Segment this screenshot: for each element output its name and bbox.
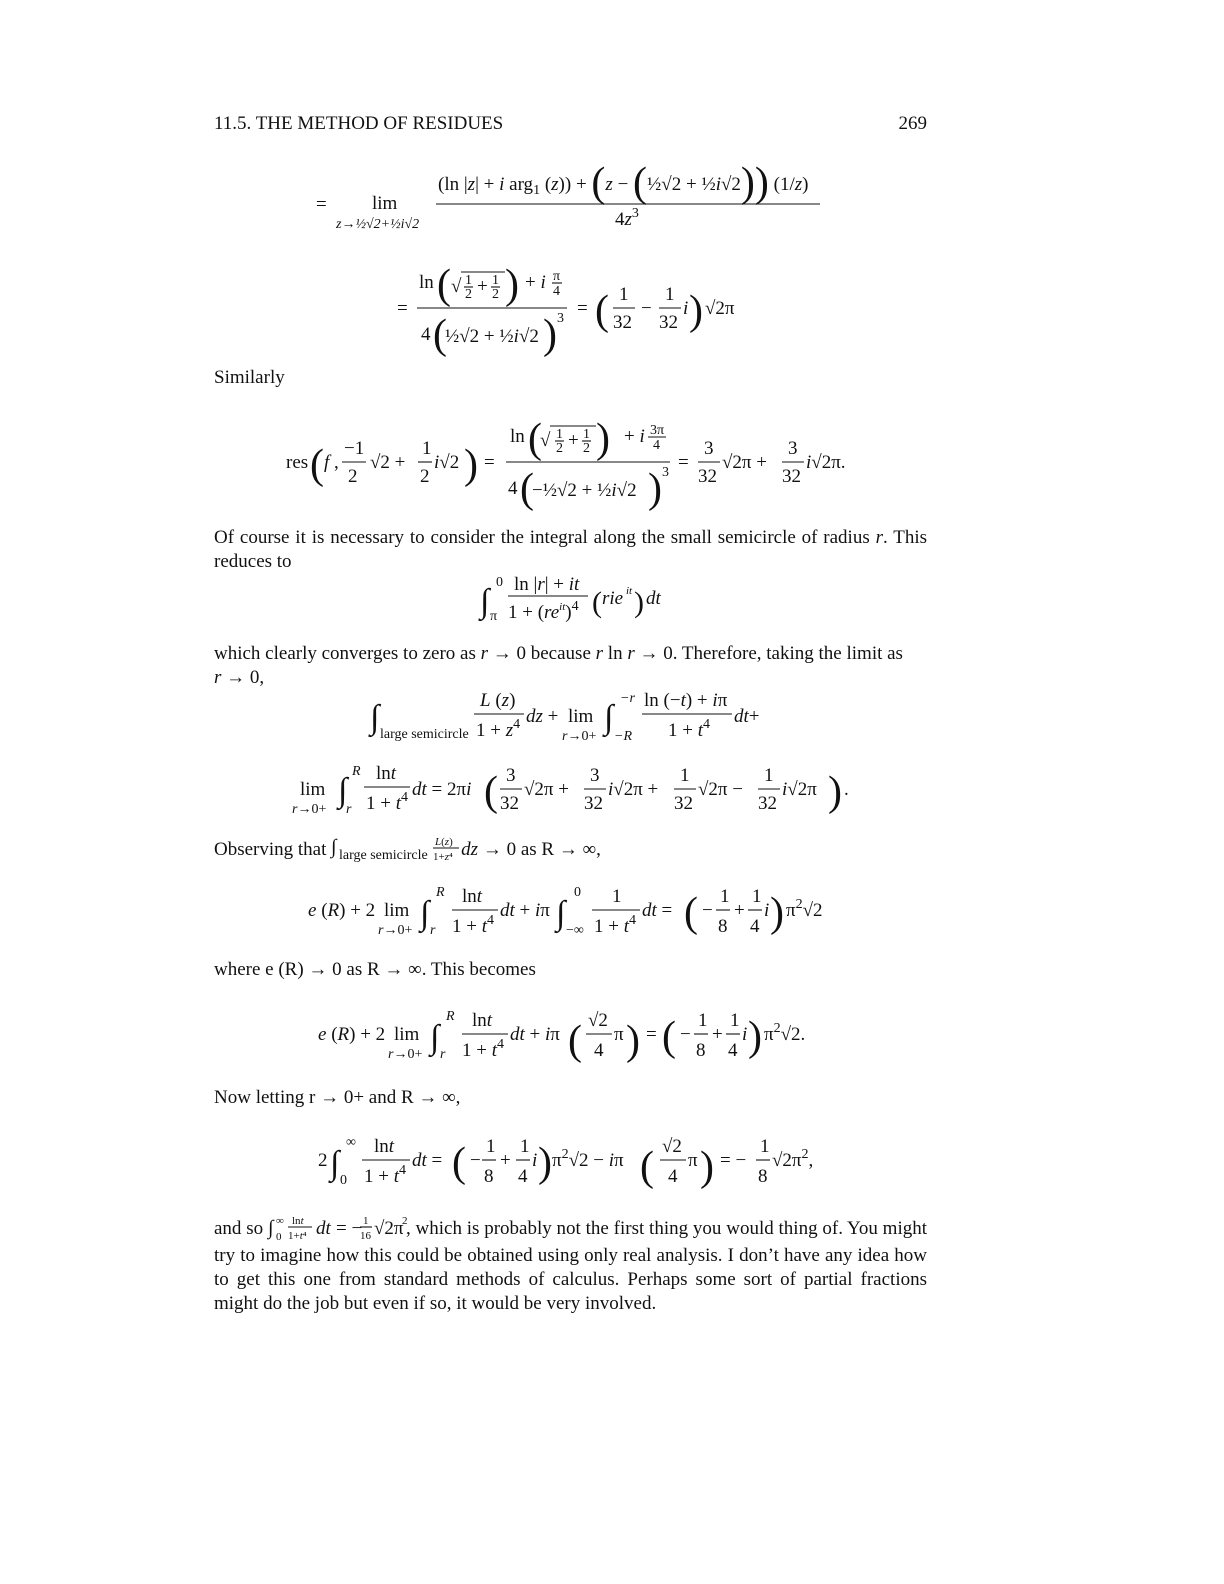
svg-text:i: i [683, 298, 689, 319]
svg-text:−: − [702, 900, 713, 921]
clearly-text: which clearly converges to zero as r → 0 because r ln r → 0. Therefore, taking the limit as r → 0, [214, 643, 903, 688]
svg-text:e (R) + 2: e (R) + 2 [318, 1024, 386, 1045]
svg-text:1: 1 [520, 1136, 530, 1157]
equation-this-becomes-svg [316, 1000, 836, 1070]
svg-text:.: . [844, 779, 849, 800]
svg-text:i√2: i√2 [434, 452, 460, 473]
svg-text:res: res [286, 452, 309, 473]
para-similarly [214, 366, 927, 390]
svg-text:+: + [712, 1024, 723, 1045]
svg-text:1 + (reit)4: $1 + (re^{it})^4$ [508, 599, 579, 623]
svg-text:r: r [440, 1047, 446, 1062]
para-and-so [214, 1214, 927, 1316]
svg-text:√2π2,: $√2\pi^2$, [772, 1147, 814, 1171]
equation-limit-integral-svg [292, 755, 868, 825]
svg-text:1 + t4: $1 + t^4$ [462, 1037, 504, 1061]
svg-text:dt: dt [315, 1218, 331, 1239]
svg-text:4z3: $4z^3$ [615, 206, 639, 230]
svg-text:2: 2 [556, 441, 563, 456]
svg-text:3π: 3π [650, 423, 665, 438]
svg-text:(: ( [684, 890, 698, 936]
and-so-part-1: and so [214, 1218, 264, 1239]
clearly-part-2: because [526, 643, 596, 664]
svg-text:1: 1 [486, 1136, 496, 1157]
svg-text:lim: lim [300, 779, 326, 800]
observing-part-1: Observing that [214, 839, 332, 860]
svg-text:i: i [742, 1024, 748, 1045]
svg-text:3: 3 [506, 765, 516, 786]
svg-text:lim: lim [394, 1024, 420, 1045]
svg-text:ln: ln [419, 272, 434, 293]
svg-text:): ) [543, 312, 557, 358]
equation-residue-2 [284, 402, 874, 518]
svg-text:1+z⁴: 1+z⁴ [433, 851, 453, 863]
svg-text:−r: −r [620, 691, 635, 706]
now-text: Now letting r → 0+ and R → ∞, [214, 1087, 461, 1108]
svg-text:z→½√2+½i√2: z→½√2+½i√2 [336, 217, 420, 232]
svg-text:−: − [680, 1024, 691, 1045]
equation-limit-integral [292, 755, 868, 831]
svg-text:i√2π.: i√2π. [806, 452, 846, 473]
svg-text:i: i [764, 900, 770, 921]
of-course-text [214, 526, 927, 574]
running-head [214, 113, 927, 137]
svg-text:−∞: −∞ [566, 923, 584, 938]
svg-text:1: 1 [583, 427, 590, 442]
svg-text:r: r [430, 923, 436, 938]
svg-text:): ) [634, 586, 644, 619]
svg-text:): ) [505, 262, 519, 308]
svg-text:−R: −R [614, 729, 632, 744]
svg-text:2: 2 [401, 1215, 408, 1227]
svg-text:): ) [596, 416, 610, 462]
svg-text:(: ( [310, 442, 324, 488]
svg-text:lim: lim [568, 706, 594, 727]
svg-text:4: 4 [508, 478, 518, 499]
svg-text:+: + [477, 276, 488, 297]
svg-text:4: 4 [553, 284, 560, 299]
svg-text:lnt: lnt [374, 1136, 395, 1157]
svg-text:lim: lim [372, 193, 398, 214]
svg-text:=: = [646, 1024, 657, 1045]
svg-text:1: 1 [465, 273, 472, 288]
svg-text:4: 4 [653, 438, 660, 453]
svg-text:+: + [734, 900, 745, 921]
equation-final-integral [316, 1126, 836, 1202]
svg-text:(: ( [592, 586, 602, 619]
svg-text:(: ( [433, 312, 447, 358]
svg-text:): ) [748, 1014, 762, 1060]
svg-text:ln: ln [510, 426, 525, 447]
similarly-text: Similarly [214, 367, 285, 388]
svg-text:1 + t4: $1 + t^4$ [594, 913, 636, 937]
svg-text:1 + t4: $1 + t^4$ [452, 913, 494, 937]
section-title: 11.5. THE METHOD OF RESIDUES [214, 113, 504, 134]
svg-text:4: 4 [594, 1040, 604, 1061]
svg-text:large semicircle: large semicircle [339, 848, 428, 863]
and-so-text [214, 1214, 927, 1316]
svg-text:R: R [446, 1009, 455, 1024]
svg-text:−: − [470, 1150, 481, 1171]
svg-text:2: 2 [318, 1150, 328, 1171]
equation-this-becomes [316, 1000, 836, 1076]
observing-inline-integral [331, 835, 461, 865]
svg-text:1 + t4: $1 + t^4$ [364, 1163, 406, 1187]
svg-text:π: π [490, 609, 498, 624]
svg-text:(: ( [662, 1014, 676, 1060]
svg-text:3: 3 [788, 438, 798, 459]
svg-text:r→0+: r→0+ [562, 729, 597, 744]
svg-text:−: − [641, 298, 652, 319]
svg-text:,: , [334, 452, 339, 473]
svg-text:√2π: √2π [705, 298, 735, 319]
svg-text:0: 0 [275, 1231, 282, 1243]
para-observing [214, 835, 927, 865]
svg-text:=: = [484, 452, 495, 473]
svg-text:f: f [324, 452, 330, 473]
svg-text:(: ( [520, 466, 534, 512]
equation-limit-svg [310, 162, 830, 237]
svg-text:+: + [500, 1150, 511, 1171]
svg-text:1 + t4: $1 + t^4$ [366, 790, 408, 814]
svg-text:4: 4 [750, 916, 760, 937]
svg-text:r: r [346, 802, 352, 817]
svg-text:1 + t4: $1 + t^4$ [668, 717, 710, 741]
svg-text:dt: dt [646, 588, 661, 609]
svg-text:∫: ∫ [338, 772, 348, 809]
svg-text:): ) [828, 769, 842, 815]
svg-text:lim: lim [384, 900, 410, 921]
svg-text:2: 2 [492, 287, 499, 302]
svg-text:32: 32 [659, 312, 678, 333]
svg-text:4: 4 [728, 1040, 738, 1061]
svg-text:π2√2.: $\pi^2√2$. [764, 1021, 806, 1045]
svg-text:): ) [689, 288, 703, 334]
of-course-part-1: Of course it is necessary to consider the integral along the small semicircle of radius [214, 527, 876, 548]
svg-text:(ln |z| + i arg1 (z)) + (z − (: (ln |z| + i arg$_1$ (z)) + (z − (½√2 + ½i√2)) (1/z) [438, 160, 809, 206]
svg-text:16: 16 [359, 1230, 371, 1242]
and-so-part-2: , which is probably not the first thing you would thing of. You might try to imagine how this could be obtained using only real analysis. I don’t have any idea how to get this one from standard methods of calculus. Perhaps some sort of partial fractions might do the job but even if so, it would be very involved. [214, 1218, 928, 1314]
equation-e-of-r [306, 878, 846, 954]
svg-text:R: R [436, 885, 445, 900]
svg-text:−½√2 + ½i√2: −½√2 + ½i√2 [532, 480, 637, 501]
svg-text:dt + iπ: dt + iπ [510, 1024, 560, 1045]
svg-text:e (R) + 2: e (R) + 2 [308, 900, 376, 921]
svg-text:0: 0 [496, 575, 503, 590]
para-clearly [214, 642, 927, 690]
equation-large-semicircle-svg [368, 684, 788, 744]
svg-text:2: 2 [583, 441, 590, 456]
svg-text:1: 1 [680, 765, 690, 786]
svg-text:1: 1 [362, 1215, 369, 1227]
svg-text:32: 32 [782, 466, 801, 487]
svg-text:1: 1 [698, 1010, 708, 1031]
svg-text:8: 8 [758, 1166, 768, 1187]
page-number: 269 [898, 113, 927, 134]
svg-text:lnt: lnt [462, 886, 483, 907]
equation-e-of-r-svg [306, 878, 846, 948]
clearly-part-3: . Therefore, taking the limit as [672, 643, 903, 664]
svg-text:∫: ∫ [370, 699, 380, 736]
svg-text:32: 32 [500, 793, 519, 814]
svg-text:∫: ∫ [267, 1217, 274, 1239]
svg-text:r→0+: r→0+ [378, 923, 413, 938]
svg-text:=: = [678, 452, 689, 473]
svg-text:i√2π: i√2π [782, 779, 817, 800]
svg-text:∫: ∫ [604, 699, 614, 736]
svg-text:i√2π +: i√2π + [608, 779, 659, 800]
svg-text:(: ( [484, 769, 498, 815]
para-of-course [214, 526, 927, 574]
svg-text:√2π +: √2π + [524, 779, 569, 800]
equation-limit [310, 162, 830, 243]
svg-text:): ) [538, 1140, 552, 1186]
svg-text:32: 32 [674, 793, 693, 814]
svg-text:2: 2 [348, 466, 358, 487]
svg-text:): ) [648, 466, 662, 512]
svg-text:1: 1 [492, 273, 499, 288]
svg-text:−1: −1 [344, 438, 365, 459]
svg-text:√2: √2 [588, 1010, 608, 1031]
svg-text:∫: ∫ [480, 583, 490, 620]
and-so-inline-integral [268, 1214, 406, 1244]
svg-text:(: ( [568, 1018, 582, 1064]
svg-text:r→0+: r→0+ [292, 802, 327, 817]
svg-text:L (z): L (z) [480, 690, 516, 711]
svg-text:∞: ∞ [346, 1135, 356, 1150]
svg-text:4: 4 [668, 1166, 678, 1187]
svg-text:1+t⁴: 1+t⁴ [287, 1230, 307, 1242]
svg-text:∞: ∞ [275, 1215, 284, 1227]
svg-text:π: π [614, 1024, 624, 1045]
svg-text:): ) [700, 1144, 714, 1190]
svg-text:dz +: dz + [526, 706, 559, 727]
equation-residue-2-svg [284, 402, 874, 512]
svg-text:1: 1 [760, 1136, 770, 1157]
svg-text:r→0+: r→0+ [388, 1047, 423, 1062]
svg-text:√2 +: √2 + [370, 452, 406, 473]
svg-text:0: 0 [574, 885, 581, 900]
svg-text:∫: ∫ [430, 1019, 440, 1056]
equation-final-integral-svg [316, 1126, 836, 1196]
svg-text:dt =: dt = [642, 900, 673, 921]
svg-text:8: 8 [718, 916, 728, 937]
where-text: where e (R) → 0 as R → ∞. This becomes [214, 959, 536, 980]
svg-text:∫: ∫ [420, 895, 430, 932]
equation-small-semicircle [478, 568, 678, 634]
svg-text:1: 1 [619, 284, 629, 305]
svg-text:ln |r| + it: ln |r| + it [514, 574, 580, 595]
svg-text:R: R [352, 764, 361, 779]
svg-text:1: 1 [612, 886, 622, 907]
svg-text:(: ( [595, 288, 609, 334]
svg-text:1: 1 [720, 886, 730, 907]
clearly-part-1: which clearly converges to zero as [214, 643, 481, 664]
svg-text:1: 1 [764, 765, 774, 786]
svg-text:rie: rie [602, 588, 624, 609]
svg-text:32: 32 [613, 312, 632, 333]
svg-text:(: ( [437, 262, 451, 308]
svg-text:4: 4 [421, 324, 431, 345]
svg-text:32: 32 [584, 793, 603, 814]
svg-text:+ i: + i [624, 426, 645, 447]
svg-text:3: 3 [590, 765, 600, 786]
svg-text:∫: ∫ [331, 836, 337, 858]
svg-text:8: 8 [696, 1040, 706, 1061]
svg-text:1: 1 [730, 1010, 740, 1031]
observing-part-2: as R → ∞, [516, 839, 601, 860]
svg-text:0: 0 [340, 1173, 347, 1188]
svg-text:+: + [568, 430, 579, 451]
svg-text:lnt: lnt [291, 1215, 304, 1227]
svg-text:1: 1 [422, 438, 432, 459]
svg-text:√2: √2 [662, 1136, 682, 1157]
svg-text:1: 1 [665, 284, 675, 305]
svg-text:∫: ∫ [330, 1145, 340, 1182]
svg-text:8: 8 [484, 1166, 494, 1187]
of-course-part-2: . This reduces to [214, 527, 927, 572]
svg-text:1: 1 [556, 427, 563, 442]
svg-text:π: π [688, 1150, 698, 1171]
svg-text:+ i: + i [525, 272, 546, 293]
para-where [214, 958, 927, 982]
svg-text:4: 4 [518, 1166, 528, 1187]
svg-text:= −: = − [335, 1218, 363, 1239]
svg-text:i: i [532, 1150, 538, 1171]
svg-text:=: = [316, 194, 327, 215]
svg-text:=: = [397, 298, 408, 319]
svg-text:large semicircle: large semicircle [380, 727, 469, 742]
svg-text:L(z): L(z) [435, 836, 453, 848]
equation-small-semicircle-svg [478, 568, 678, 628]
svg-text:√2π: √2π [373, 1218, 404, 1239]
svg-text:=: = [577, 298, 588, 319]
svg-text:dt =: dt = [412, 1150, 443, 1171]
svg-text:√2π −: √2π − [698, 779, 743, 800]
svg-text:): ) [626, 1018, 640, 1064]
of-course-r: r [875, 527, 883, 548]
svg-text:3: 3 [704, 438, 714, 459]
svg-text:½√2 + ½i√2: ½√2 + ½i√2 [445, 326, 539, 347]
svg-text:): ) [770, 890, 784, 936]
svg-text:3: 3 [557, 311, 564, 326]
equation-large-semicircle [368, 684, 788, 750]
svg-text:(: ( [528, 416, 542, 462]
svg-text:): ) [464, 442, 478, 488]
svg-text:(: ( [640, 1144, 654, 1190]
equation-residue-1-svg [395, 250, 795, 360]
svg-text:(: ( [452, 1140, 466, 1186]
svg-text:1 + z4: $1 + z^4$ [476, 717, 521, 741]
svg-text:π: π [553, 269, 561, 284]
svg-text:√: √ [540, 430, 551, 451]
svg-text:π2√2: $\pi^2√2$ [786, 897, 823, 921]
svg-text:2: 2 [465, 287, 472, 302]
observing-text: Observing that ∫ large semicircle L(z) 1+z⁴ dz → 0 as R → ∞, [214, 836, 601, 863]
svg-text:32: 32 [698, 466, 717, 487]
svg-text:lnt: lnt [376, 763, 397, 784]
svg-text:dt+: dt+ [734, 706, 760, 727]
svg-text:3: 3 [662, 465, 669, 480]
svg-text:dt = 2πi: dt = 2πi [412, 779, 472, 800]
svg-text:2: 2 [420, 466, 430, 487]
svg-text:32: 32 [758, 793, 777, 814]
svg-text:√: √ [451, 276, 462, 297]
svg-text:∫: ∫ [556, 895, 566, 932]
para-now [214, 1086, 927, 1110]
svg-text:1: 1 [752, 886, 762, 907]
svg-text:it: it [626, 585, 633, 597]
svg-text:lnt: lnt [472, 1010, 493, 1031]
svg-text:√2π +: √2π + [722, 452, 767, 473]
svg-text:ln (−t) + iπ: ln (−t) + iπ [644, 690, 728, 711]
svg-text:dt + iπ: dt + iπ [500, 900, 550, 921]
svg-text:π2√2 − iπ: $\pi^2√2 - i\pi$ [552, 1147, 624, 1171]
svg-text:= −: = − [720, 1150, 747, 1171]
equation-residue-1 [395, 250, 795, 366]
